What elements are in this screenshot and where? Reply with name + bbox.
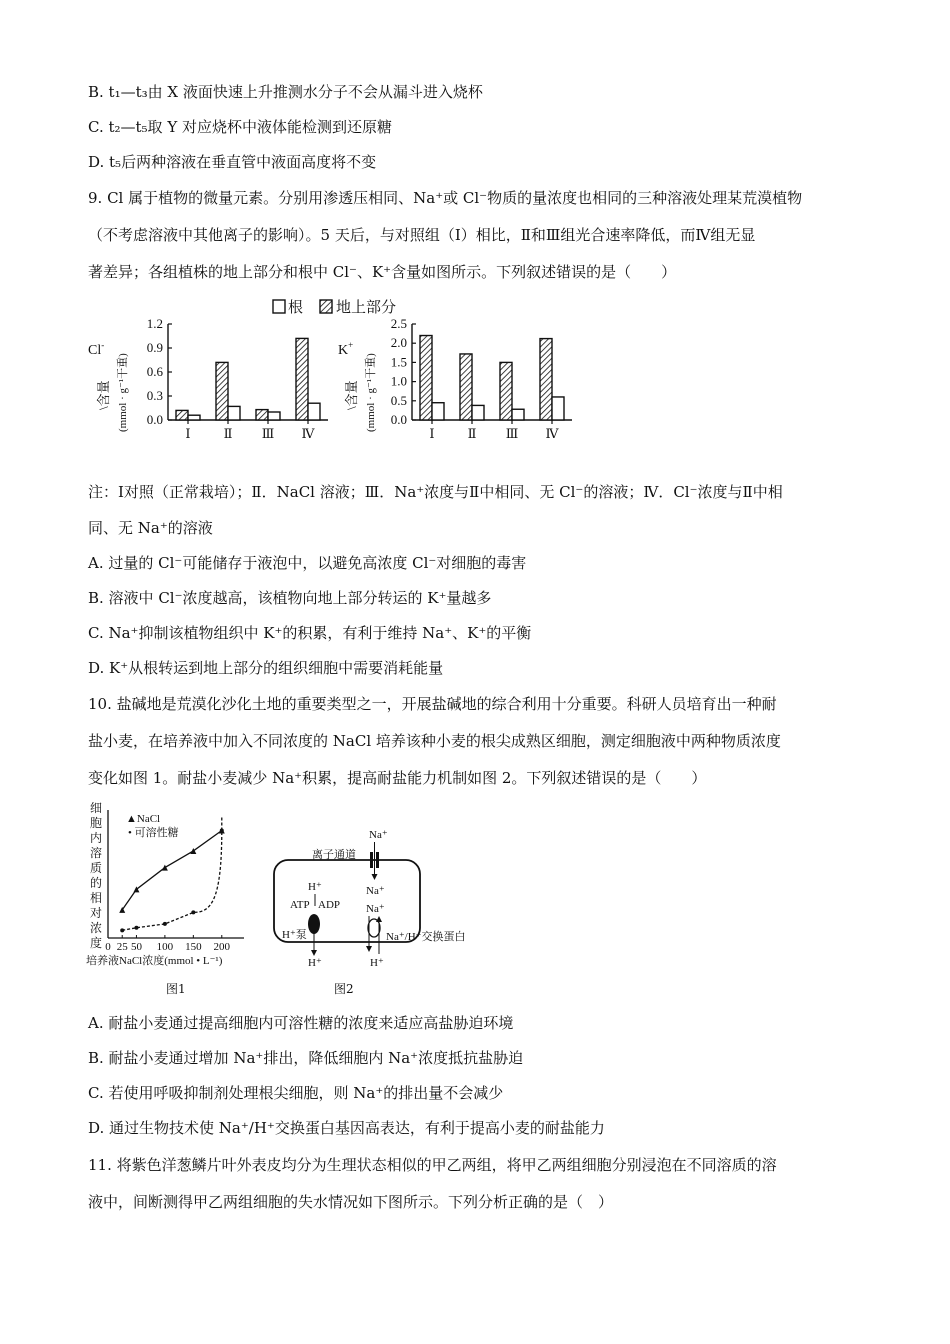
fig1-nacl-line <box>122 830 222 909</box>
fig1-xtick-label: 50 <box>130 941 142 953</box>
chart2-ytick-label: 0.5 <box>390 392 407 408</box>
fig2-na-in: Na⁺ <box>366 903 385 915</box>
chart2-category-label: Ⅲ <box>505 426 519 441</box>
option-c-text: C. t₂—t₅取 Y 对应烧杯中液体能检测到还原糖 <box>88 118 393 136</box>
chart1-ytick-label: 0.6 <box>146 364 163 379</box>
chart1-ytick-label: 0.3 <box>146 388 163 403</box>
fig2-na-top: Na⁺ <box>369 829 388 841</box>
q11-stem-2: 液中，间断测得甲乙两组细胞的失水情况如下图所示。下列分析正确的是（ ） <box>88 1193 614 1211</box>
fig2-exchanger-label: Na⁺/H⁺交换蛋白 <box>386 931 466 943</box>
chart1-ylabel: \含量 <box>96 380 111 410</box>
q9-stem-3: 著差异；各组植株的地上部分和根中 Cl⁻、K⁺含量如图所示。下列叙述错误的是（ ） <box>88 263 677 281</box>
chart1-ytick-label: 1.2 <box>146 316 163 331</box>
chart1-bar-shoot <box>176 410 188 420</box>
fig1-sugar-point <box>163 922 167 926</box>
fig2-h-out1: H⁺ <box>308 957 322 969</box>
legend-root-label: 根 <box>288 300 304 316</box>
chart1-bar-root <box>268 412 280 420</box>
chart1-bar-root <box>228 406 240 420</box>
chart2-bar-root <box>552 397 564 420</box>
legend-shoot-swatch <box>320 300 332 313</box>
q9-option-d: D. K⁺从根转运到地上部分的组织细胞中需要消耗能量 <box>88 659 444 677</box>
q10-figure1 <box>84 798 284 998</box>
chart2-category-label: Ⅰ <box>429 426 435 441</box>
fig1-ylabel-9: 浓 <box>90 921 103 935</box>
fig1-ylabel-7: 相 <box>90 891 103 905</box>
chart2-bar-shoot <box>540 339 552 420</box>
fig1-xtick-label: 200 <box>213 941 231 953</box>
q9-figure <box>80 292 600 442</box>
chart2-ytick-label: 2.5 <box>390 316 407 331</box>
chart1-ytick-label: 0.0 <box>146 412 163 427</box>
fig1-xlabel: 培养液NaCl浓度(mmol • L⁻¹) <box>86 955 223 967</box>
chart-legend <box>273 298 396 316</box>
fig1-sugar-point <box>220 828 224 832</box>
chart2-bar-shoot <box>460 354 472 420</box>
fig1-legend-nacl: ▲NaCl <box>126 813 161 825</box>
fig2-atp: ATP <box>290 899 310 911</box>
fig1-sugar-point <box>191 910 195 914</box>
fig1-sugar-point <box>134 926 138 930</box>
ion-channel-right <box>376 852 379 868</box>
q9-note-2: 同、无 Na⁺的溶液 <box>88 519 213 537</box>
q10-stem-1: 10. 盐碱地是荒漠化沙化土地的重要类型之一，开展盐碱地的综合利用十分重要。科研人员培育出一种耐 <box>88 695 777 713</box>
fig2-caption: 图2 <box>334 982 354 996</box>
q9-stem-2: （不考虑溶液中其他离子的影响）。5 天后，与对照组（Ⅰ）相比，Ⅱ和Ⅲ组光合速率降低，而Ⅳ组无显 <box>88 226 756 244</box>
fig1-ylabel-6: 的 <box>90 876 103 890</box>
chart1-bar-root <box>188 415 200 420</box>
chart2-bar-root <box>512 409 524 420</box>
q10-stem-2: 盐小麦，在培养液中加入不同浓度的 NaCl 培养该种小麦的根尖成熟区细胞，测定细胞液中两种物质浓度 <box>88 732 781 750</box>
q9-option-b: B. 溶液中 Cl⁻浓度越高，该植物向地上部分转运的 K⁺量越多 <box>88 589 492 607</box>
legend-root-swatch <box>273 300 285 313</box>
legend-shoot-label: 地上部分 <box>336 300 397 316</box>
chart2-category-label: Ⅱ <box>467 426 477 441</box>
chart1-yunit: (mmol · g⁻¹干重) <box>117 353 129 432</box>
fig2-h-out2: H⁺ <box>370 957 384 969</box>
chart2-ylabel: \含量 <box>344 380 359 410</box>
fig1-ylabel-10: 度 <box>90 936 103 950</box>
chart1-bar-shoot <box>296 338 308 420</box>
q9-stem-1: 9. Cl 属于植物的微量元素。分别用渗透压相同、Na⁺或 Cl⁻物质的量浓度也相同的三种溶液处理某荒漠植物 <box>88 189 803 207</box>
fig1-caption: 图1 <box>166 982 186 996</box>
fig1-ylabel-2: 胞 <box>90 816 103 830</box>
q9-option-c: C. Na⁺抑制该植物组织中 K⁺的积累，有利于维持 Na⁺、K⁺的平衡 <box>88 624 532 642</box>
option-d-text: D. t₅后两种溶液在垂直管中液面高度将不变 <box>88 153 377 171</box>
chart2-ion-label: K+ <box>338 340 354 358</box>
chart2-yunit: (mmol · g⁻¹干重) <box>365 353 377 432</box>
fig2-channel-label: 离子通道 <box>312 849 356 861</box>
chart1-bar-shoot <box>256 410 268 420</box>
chart1-ion-label: Cl- <box>88 340 105 358</box>
chart1-category-label: Ⅱ <box>223 426 233 441</box>
chart2-category-label: Ⅳ <box>545 426 559 441</box>
q10-figure2 <box>268 822 498 972</box>
fig1-ylabel-4: 溶 <box>90 846 103 860</box>
chart2-k-content <box>391 316 572 441</box>
fig1-xtick-label: 25 <box>116 941 128 953</box>
q10-stem-3: 变化如图 1。耐盐小麦减少 Na⁺积累，提高耐盐能力机制如图 2。下列叙述错误的是（ ） <box>88 769 707 787</box>
q11-stem-1: 11. 将紫色洋葱鳞片叶外表皮均分为生理状态相似的甲乙两组，将甲乙两组细胞分别浸泡在不同溶质的溶 <box>88 1156 777 1174</box>
chart2-ytick-label: 2.0 <box>390 335 407 351</box>
fig2-adp: ADP <box>318 899 341 911</box>
fig1-xtick-label: 100 <box>156 941 174 953</box>
fig1-nacl-point <box>162 865 168 871</box>
fig1-ylabel-5: 质 <box>90 861 103 875</box>
fig1-xtick-label: 150 <box>185 941 202 953</box>
fig1-sugar-line <box>122 830 222 930</box>
q10-option-b: B. 耐盐小麦通过增加 Na⁺排出，降低细胞内 Na⁺浓度抵抗盐胁迫 <box>88 1049 524 1067</box>
chart1-category-label: Ⅰ <box>185 426 191 441</box>
fig1-ylabel-1: 细 <box>90 801 103 815</box>
q10-option-a: A. 耐盐小麦通过提高细胞内可溶性糖的浓度来适应高盐胁迫环境 <box>88 1014 514 1032</box>
fig1-sugar-point <box>120 928 124 932</box>
q10-option-c: C. 若使用呼吸抑制剂处理根尖细胞，则 Na⁺的排出量不会减少 <box>88 1084 504 1102</box>
fig1-ylabel-8: 对 <box>90 906 103 920</box>
option-b-text: B. t₁—t₃由 X 液面快速上升推测水分子不会从漏斗进入烧杯 <box>88 83 483 101</box>
chart2-bar-shoot <box>500 362 512 420</box>
chart1-category-label: Ⅳ <box>301 426 315 441</box>
q10-option-d: D. 通过生物技术使 Na⁺/H⁺交换蛋白基因高表达，有利于提高小麦的耐盐能力 <box>88 1119 605 1137</box>
chart1-bar-shoot <box>216 362 228 420</box>
fig1-ylabel-3: 内 <box>90 831 103 845</box>
chart2-bar-root <box>472 405 484 420</box>
chart1-category-label: Ⅲ <box>261 426 275 441</box>
q9-option-a: A. 过量的 Cl⁻可能储存于液泡中，以避免高浓度 Cl⁻对细胞的毒害 <box>88 554 527 572</box>
fig2-pump-label: H⁺泵 <box>282 929 307 941</box>
chart1-bar-root <box>308 403 320 420</box>
q9-note-1: 注：Ⅰ对照（正常栽培）；Ⅱ．NaCl 溶液；Ⅲ．Na⁺浓度与Ⅱ中相同、无 Cl⁻的溶液；Ⅳ．Cl⁻浓度与Ⅱ中相 <box>88 483 783 501</box>
chart1-ytick-label: 0.9 <box>146 340 163 355</box>
fig2-na-mid: Na⁺ <box>366 885 385 897</box>
chart2-ytick-label: 1.5 <box>390 354 407 370</box>
ion-channel-left <box>370 852 373 868</box>
chart1-cl-content <box>147 316 328 441</box>
chart2-bar-root <box>432 403 444 420</box>
chart2-ytick-label: 1.0 <box>390 373 407 389</box>
fig2-h-in: H⁺ <box>308 881 322 893</box>
fig1-xtick-label: 0 <box>105 941 111 953</box>
chart2-ytick-label: 0.0 <box>390 412 407 427</box>
chart2-bar-shoot <box>420 336 432 420</box>
fig1-legend-sugar: • 可溶性糖 <box>128 827 179 839</box>
